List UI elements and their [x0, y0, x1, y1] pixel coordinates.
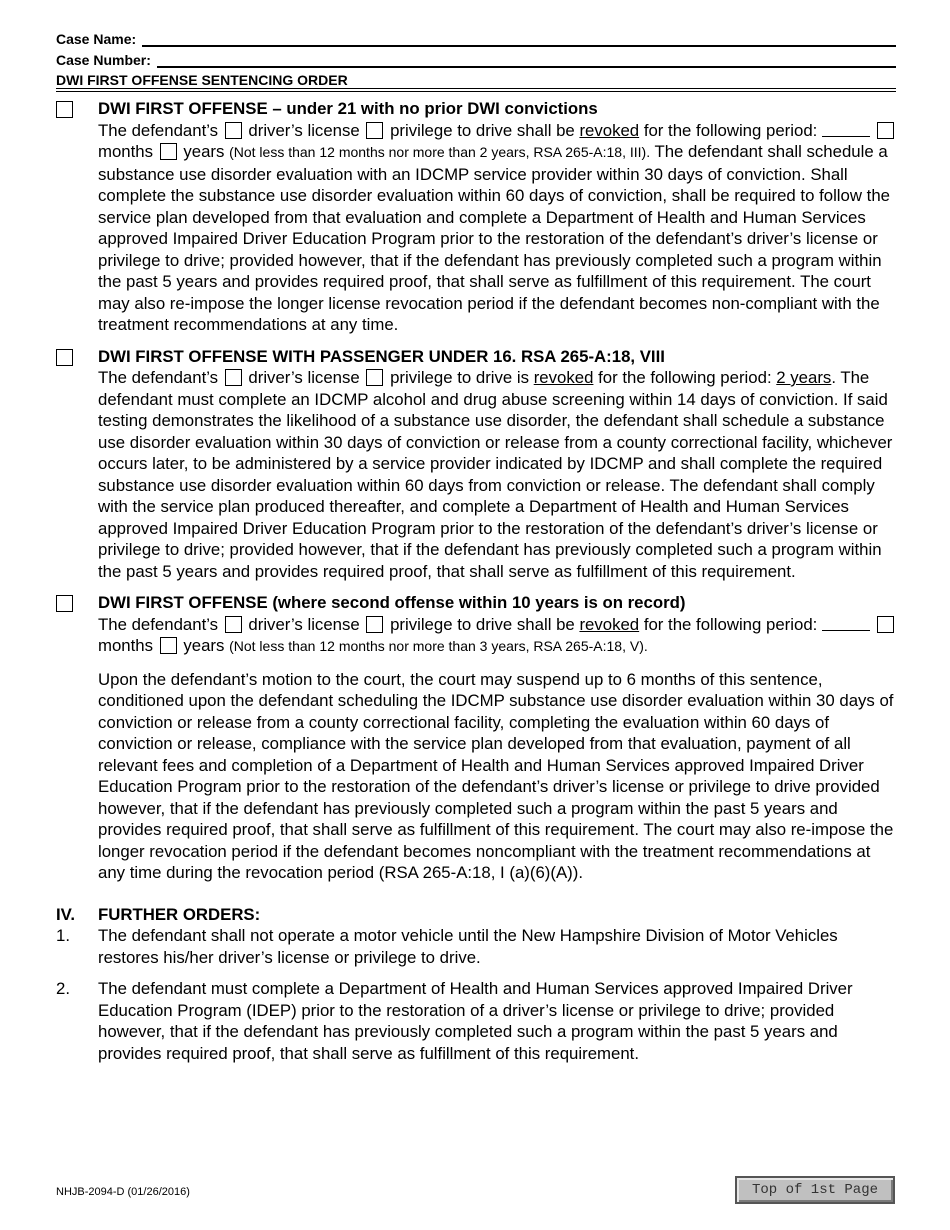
case-name-row — [56, 26, 896, 47]
further-order-item-text: The defendant must complete a Department of Health and Human Services approved Impaired Driver Education Program (IDEP) prior to the restoration of a driver’s license or privilege to drive; provided however, that if the defendant has previously completed such a program within the past 5 years and provides required proof, that shall serve as fulfillment of this requirement. — [98, 979, 853, 1063]
section-second-offense-checkbox[interactable] — [56, 595, 73, 612]
s3-note: (Not less than 12 months nor more than 3 years, RSA 265-A:18, V). — [229, 638, 648, 654]
case-number-label: Case Number: — [56, 52, 151, 68]
s1-revoked: revoked — [579, 120, 640, 140]
s3-revoked: revoked — [579, 614, 640, 634]
s3-license-label: driver’s license — [248, 614, 360, 634]
s1-license-label: driver’s license — [248, 120, 360, 140]
s2-text-defendant: The defendant’s — [98, 368, 219, 387]
s3-privilege-label: privilege to drive shall be — [390, 614, 575, 634]
s2-period-label: for the following period: — [598, 368, 772, 387]
s3-license-checkbox[interactable] — [225, 616, 242, 633]
s2-license-checkbox[interactable] — [225, 369, 242, 386]
s1-period-field[interactable] — [822, 122, 870, 137]
s3-years-checkbox[interactable] — [160, 637, 177, 654]
s3-body: Upon the defendant’s motion to the court, the court may suspend up to 6 months of this sentence, conditioned upon the defendant scheduling the IDCMP substance use disorder evaluation within 30 days of conviction or release from a county correctional facility, completing the evaluation within 60 days of conviction or release, compliance with the service plan developed from that evaluation, payment of all relevant fees and completion of a Department of Health and Human Services approved Impaired Driver Education Program prior to the restoration of the defendant’s driver’s license or privilege to drive provided however, that if the defendant has previously completed such a program within the past 5 years and provides required proof, that shall serve as fulfillment of this requirement. The court may also re-impose the longer revocation period if the defendant becomes noncompliant with the treatment recommendations at any time during the revocation period (RSA 265-A:18, I (a)(6)(A)). — [98, 669, 894, 882]
s1-privilege-label: privilege to drive shall be — [390, 120, 575, 140]
s2-revoked: revoked — [533, 368, 594, 387]
s1-years-label: years — [183, 142, 225, 161]
section-passenger-title: DWI FIRST OFFENSE WITH PASSENGER UNDER 16. RSA 265-A:18, VIII — [98, 346, 665, 366]
section-under-21-title: DWI FIRST OFFENSE – under 21 with no prior DWI convictions — [98, 99, 598, 118]
form-page — [56, 26, 896, 1064]
further-orders — [56, 904, 896, 1065]
further-order-item-number: 2. — [56, 979, 70, 998]
s3-privilege-checkbox[interactable] — [366, 616, 383, 633]
s3-months-checkbox[interactable] — [877, 616, 894, 633]
s3-period-field[interactable] — [822, 616, 870, 631]
s2-privilege-checkbox[interactable] — [366, 369, 383, 386]
s2-license-label: driver’s license — [248, 368, 360, 387]
s2-privilege-label: privilege to drive is — [390, 368, 530, 387]
form-id: NHJB-2094-D (01/26/2016) — [56, 1186, 190, 1198]
case-name-field[interactable] — [142, 31, 896, 47]
s1-months-checkbox[interactable] — [877, 122, 894, 139]
s3-text-defendant: The defendant’s — [98, 614, 219, 634]
s3-months-label: months — [98, 636, 154, 655]
further-order-item — [56, 978, 896, 1064]
top-of-first-page-button[interactable]: Top of 1st Page — [735, 1176, 895, 1204]
section-second-offense-title: DWI FIRST OFFENSE (where second offense within 10 years is on record) — [98, 593, 686, 612]
further-order-item-text: The defendant shall not operate a motor vehicle until the New Hampshire Division of Motor Vehicles restores his/her driver’s license or privilege to drive. — [98, 926, 838, 967]
s2-body: . The defendant must complete an IDCMP alcohol and drug abuse screening within 14 days of conviction. If said testing demonstrates the likelihood of a substance use disorder, the defendant shall schedule a substance use disorder evaluation within 30 days of conviction or release from a county correctional facility, whichever occurs later, to be administered by a service provider indicated by IDCMP and shall complete the required substance use disorder evaluation within 60 days from conviction or release. The defendant shall comply with the service plan produced thereafter, and complete a Department of Health and Human Services approved Impaired Driver Education Program prior to the restoration of the defendant’s driver’s license or privilege to drive; provided however, that if the defendant has previously completed such a program within the past 5 years and provides required proof, that shall serve as fulfillment of this requirement. — [98, 368, 893, 581]
section-under-21 — [56, 98, 896, 336]
s1-privilege-checkbox[interactable] — [366, 122, 383, 139]
s2-period: 2 years — [776, 368, 832, 387]
further-orders-number: IV. — [56, 904, 75, 924]
s1-body: The defendant shall schedule a substance use disorder evaluation with an IDCMP service provider within 30 days of conviction. Shall complete the substance use disorder evaluation within 60 days of conviction, shall be required to follow the service plan developed from that evaluation and complete a Department of Health and Human Services approved Impaired Driver Education Program prior to the restoration of the defendant’s driver’s license or privilege to drive; provided however, that if the defendant has previously completed such a program within the past 5 years and provides required proof, that shall serve as fulfillment of this requirement. The court may also re-impose the longer license revocation period if the defendant becomes non-compliant with the treatment recommendations at any time. — [98, 142, 890, 334]
section-second-offense-on-record — [56, 592, 896, 884]
s1-note: (Not less than 12 months nor more than 2 years, RSA 265-A:18, III). — [229, 144, 651, 160]
section-under-21-checkbox[interactable] — [56, 101, 73, 118]
further-order-item-number: 1. — [56, 926, 70, 945]
case-number-field[interactable] — [157, 52, 896, 68]
s3-period-label: for the following period: — [643, 614, 818, 634]
case-number-row — [56, 47, 896, 68]
s1-license-checkbox[interactable] — [225, 122, 242, 139]
s3-years-label: years — [183, 636, 225, 655]
further-orders-heading: FURTHER ORDERS: — [98, 904, 261, 924]
case-name-label: Case Name: — [56, 31, 137, 47]
section-passenger-under-16 — [56, 346, 896, 583]
s1-months-label: months — [98, 142, 154, 161]
form-title: DWI FIRST OFFENSE SENTENCING ORDER — [56, 72, 896, 89]
section-passenger-checkbox[interactable] — [56, 349, 73, 366]
s1-text-defendant: The defendant’s — [98, 120, 219, 140]
further-order-item — [56, 925, 896, 968]
s1-years-checkbox[interactable] — [160, 143, 177, 160]
s1-period-label: for the following period: — [643, 120, 818, 140]
